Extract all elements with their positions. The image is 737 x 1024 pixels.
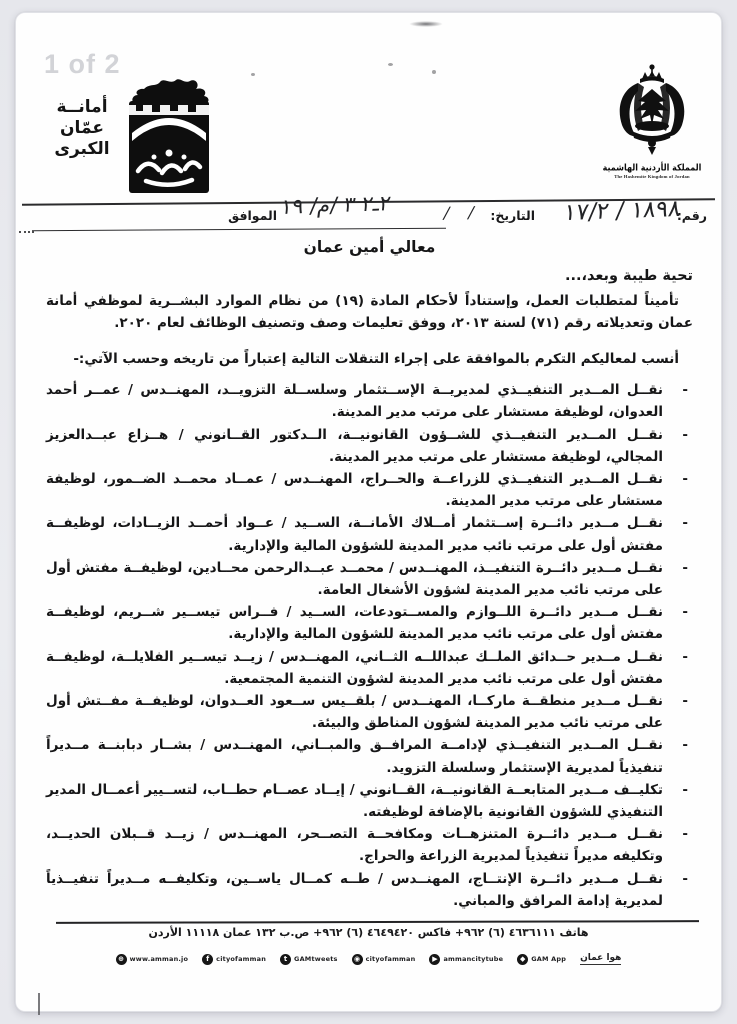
- transfer-item-text: نقــل المــدير التنفيــذي للزراعــة والحــراج، المهنــدس / عمــاد محمــد الضــمور، لوظيفة مستشار على مرتب مدير المدينة.: [46, 471, 663, 510]
- letter-body: [46, 238, 693, 912]
- corresponding-date-label: الموافق: [228, 208, 277, 223]
- corresponding-date-handwritten: ٢ـ٢ ٣ /م/ ١٩: [279, 191, 393, 219]
- transfer-item: [46, 468, 693, 512]
- instagram-icon: ◉: [352, 954, 363, 965]
- ref-number-label: رقم:: [676, 208, 707, 223]
- recipient-title: معالي أمين عمان: [303, 238, 436, 256]
- contact-line: هاتف ٤٦٣٦١١١ (٦) ٩٦٢+ فاكس ٤٦٤٩٤٢٠ (٦) ٩٦٢+ ص.ب ١٣٢ عمان ١١١١٨ الأردن: [148, 926, 589, 939]
- org-name-line-1: أمانــة: [56, 97, 108, 117]
- social-item: [280, 954, 338, 965]
- transfer-item-text: نقــل مــدير منطقــة ماركــا، المهنــدس / بلقــيس ســعود العــدوان، لوظيفــة مفــتش أول على مرتب نائب مدير المدينة لشؤون المناطق والبيئة.: [46, 693, 663, 732]
- transfer-item: [46, 779, 693, 823]
- crest-caption-english: The Hashemite Kingdom of Jordan: [614, 174, 690, 179]
- transfer-item-text: نقــل مــدير دائــرة التنفيــذ، المهنــدس / محمــد عبــدالرحمن محــادين، لوظيفــة مفتش أول على مرتب نائب مدير المدينة لشؤون الأشغال العامة.: [46, 559, 663, 599]
- transfer-item: [46, 601, 693, 645]
- scan-smudge: [409, 21, 443, 27]
- transfer-item-text: نقــل المــدير التنفيــذي لإدامــة المرافــق والمبــاني، المهنــدس / بشــار دبابنــة مــديراً تنفيذياً لمديرية الإستثمار وسلسلة التزويد.: [46, 737, 663, 776]
- transfer-item-text: تكليــف مــدير المتابعــة القانونيــة، القــانوني / إيــاد عصــام حطــاب، لتســيير أعمــال المدير التنفيذي للشؤون القانونية بالإضافة لوظيفته.: [46, 781, 663, 821]
- twitter-icon: t: [280, 954, 291, 965]
- transfer-list: [46, 379, 693, 912]
- scan-speck: [251, 73, 255, 76]
- document-page: [15, 12, 722, 1012]
- social-item: [517, 954, 566, 965]
- scan-speck: [388, 63, 393, 66]
- social-item: [116, 954, 189, 965]
- social-label: هوا عمان: [580, 953, 622, 963]
- social-label: www.amman.jo: [129, 955, 189, 963]
- social-row: [16, 953, 721, 965]
- transfer-item-text: نقــل المــدير التنفيــذي لمديريــة الإســتثمار وسلســلة التزويــد، المهنــدس / عمــر أحمد العدوان، لوظيفة مستشار على مرتب مدير المدينة.: [46, 382, 663, 421]
- transfer-item-text: نقــل المــدير التنفيــذي للشــؤون القانونيــة، الــدكتور القــانوني / هــزاع عبــدالعزيز المجالي، لوظيفة مستشار على مرتب مدير المدينة.: [46, 426, 663, 465]
- scan-edge-mark: [38, 993, 40, 1015]
- royal-crest: [591, 63, 713, 179]
- amman-citadel-emblem-icon: [126, 75, 212, 195]
- social-label: ammancitytube: [443, 955, 504, 963]
- scan-speck: [432, 70, 436, 74]
- social-item: [202, 954, 266, 965]
- transfer-item: [46, 823, 693, 867]
- social-item: [352, 954, 416, 965]
- header-rule-dots: [19, 231, 34, 233]
- request-paragraph: أنسب لمعاليكم التكرم بالموافقة على إجراء التنقلات التالية إعتباراً من تاريخه وحسب الآتي:-: [73, 350, 679, 367]
- transfer-item: [46, 868, 693, 912]
- footer-rule: [56, 920, 699, 924]
- transfer-item: [46, 646, 693, 690]
- date-label: التاريخ:: [490, 208, 535, 223]
- page-counter-watermark: 1 of 2: [44, 49, 121, 79]
- header-rule-bottom: [32, 228, 446, 232]
- org-name-line-2: عمّان: [60, 118, 104, 138]
- ref-number-handwritten: ١٨٩٨ / ١٧/٢: [562, 195, 683, 227]
- org-name: [42, 97, 122, 160]
- greeting-line: تحية طيبة وبعد،...: [564, 268, 693, 284]
- transfer-item-text: نقــل مــدير دائــرة اللــوازم والمســتودعات، الســيد / فــراس تيســير شــريم، لوظيفــة مفتش أول على مرتب نائب مدير المدينة للشؤون المالية والإدارية.: [46, 604, 663, 643]
- royal-crest-icon: [602, 63, 702, 159]
- transfer-item: [46, 690, 693, 734]
- youtube-icon: ▶: [429, 954, 440, 965]
- transfer-item: [46, 734, 693, 778]
- intro-paragraph: تأميناً لمتطلبات العمل، وإستناداً لأحكام المادة (١٩) من نظام الموارد البشــرية لموظفي أمانة عمان وتعديلاته رقم (٧١) لسنة ٢٠١٣، ووفق تعليمات وصف وتصنيف الوظائف لعام ٢٠٢٠.: [46, 293, 693, 332]
- social-label: cityofamman: [365, 955, 416, 963]
- org-name-line-3: الكبرى: [54, 139, 110, 159]
- transfer-item: [46, 512, 693, 556]
- transfer-item: [46, 424, 693, 468]
- gam-logo: [42, 73, 212, 207]
- social-item: [580, 953, 621, 965]
- social-label: cityofamman: [216, 955, 267, 963]
- transfer-item-text: نقــل مــدير دائــرة إســتثمار أمــلاك الأمانــة، الســيد / عــواد أحمــد الزيــادات، لوظيفــة مفتش أول على مرتب نائب مدير المدينة للشؤون المالية والإدارية.: [46, 515, 663, 554]
- transfer-item-text: نقــل مــدير دائــرة الإنتــاج، المهنــدس / طــه كمــال ياســين، وتكليفــه مــديراً تنفيــذياً لمديرية إدامة المرافق والمباني.: [46, 870, 663, 909]
- social-label: GAMtweets: [294, 955, 338, 963]
- transfer-item: [46, 379, 693, 423]
- app-icon: ◆: [517, 954, 528, 965]
- crest-caption-arabic: المملكة الأردنية الهاشمية: [602, 162, 702, 173]
- globe-icon: ⊕: [116, 954, 127, 965]
- facebook-icon: f: [202, 954, 213, 965]
- transfer-item-text: نقــل مــدير دائــرة المتنزهــات ومكافحــة التصــحر، المهنــدس / زيــد قــبلان الحديــد، وتكليفه مديراً تنفيذياً لمديرية الزراعة والحراج.: [46, 826, 663, 865]
- transfer-item-text: نقــل مــدير حــدائق الملــك عبداللــه الثــاني، المهنــدس / زيــد تيســير الفلايلــة، لوظيفــة مفتش أول على مرتب نائب مدير المدينة لشؤون التنمية المجتمعية.: [46, 648, 663, 687]
- social-label: GAM App: [531, 955, 567, 963]
- social-item: [429, 954, 503, 965]
- date-slashes: / /: [441, 202, 484, 223]
- transfer-item: [46, 557, 693, 601]
